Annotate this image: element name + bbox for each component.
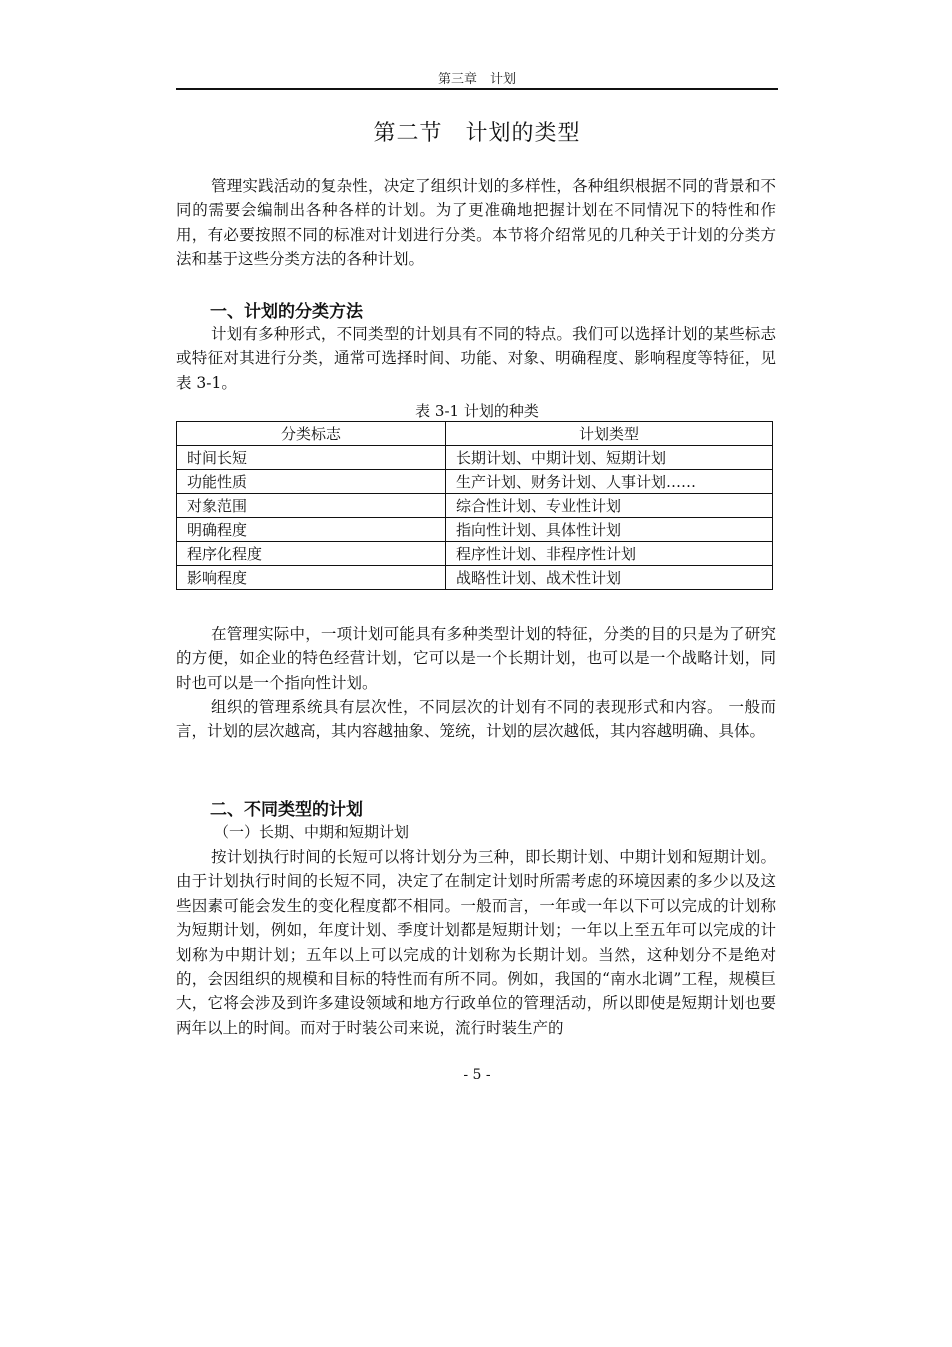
plan-types-table <box>176 421 773 590</box>
table-header-cell: 计划类型 <box>446 422 773 446</box>
table-row <box>177 518 773 542</box>
table-cell: 指向性计划、具体性计划 <box>446 518 773 542</box>
page-number: - 5 - <box>463 1067 491 1083</box>
table-cell: 影响程度 <box>177 566 446 590</box>
duration-paragraph: 按计划执行时间的长短可以将计划分为三种，即长期计划、中期计划和短期计划。由于计划执行时间的长短不同，决定了在制定计划时所需考虑的环境因素的多少以及这些因素可能会发生的变化程度都不相同。一般而言，一年或一年以下可以完成的计划称为短期计划，例如，年度计划、季度计划都是短期计划；一年以上至五年可以完成的计划称为中期计划；五年以上可以完成的计划称为长期计划。当然，这种划分不是绝对的，会因组织的规模和目标的特性而有所不同。例如，我国的“南水北调”工程，规模巨大，它将会涉及到许多建设领域和地方行政单位的管理活动，所以即使是短期计划也要两年以上的时间。而对于时装公司来说，流行时装生产的 <box>176 848 776 1037</box>
table-row <box>177 566 773 590</box>
classification-paragraph: 计划有多种形式，不同类型的计划具有不同的特点。我们可以选择计划的某些标志或特征对其进行分类，通常可选择时间、功能、对象、明确程度、影响程度等特征，见表 3-1。 <box>176 325 776 392</box>
running-header: 第三章 计划 <box>437 72 516 87</box>
heading-plan-types: 二、不同类型的计划 <box>210 800 363 820</box>
table-header-cell: 分类标志 <box>177 422 446 446</box>
heading-classification-methods: 一、计划的分类方法 <box>210 302 363 322</box>
section-title: 第二节 计划的类型 <box>373 121 581 146</box>
table-row <box>177 542 773 566</box>
table-cell: 对象范围 <box>177 494 446 518</box>
subheading-long-mid-short: （一）长期、中期和短期计划 <box>214 823 410 841</box>
table-cell: 明确程度 <box>177 518 446 542</box>
intro-paragraph: 管理实践活动的复杂性，决定了组织计划的多样性，各种组织根据不同的背景和不同的需要会编制出各种各样的计划。为了更准确地把握计划在不同情况下的特性和作用，有必要按照不同的标准对计划进行分类。本节将介绍常见的几种关于计划的分类方法和基于这些分类方法的各种计划。 <box>176 177 776 269</box>
table-cell: 综合性计划、专业性计划 <box>446 494 773 518</box>
header-rule <box>176 88 778 90</box>
table-cell: 生产计划、财务计划、人事计划…… <box>446 470 773 494</box>
table-caption: 表 3-1 计划的种类 <box>415 402 539 420</box>
table-cell: 长期计划、中期计划、短期计划 <box>446 446 773 470</box>
management-practice-paragraph: 在管理实际中，一项计划可能具有多种类型计划的特征，分类的目的只是为了研究的方便，如企业的特色经营计划，它可以是一个长期计划，也可以是一个战略计划，同时也可以是一个指向性计划。 <box>176 625 776 692</box>
hierarchy-paragraph: 组织的管理系统具有层次性，不同层次的计划有不同的表现形式和内容。 一般而言，计划的层次越高，其内容越抽象、笼统，计划的层次越低，其内容越明确、具体。 <box>176 698 776 741</box>
table-header-row <box>177 422 773 446</box>
table-cell: 时间长短 <box>177 446 446 470</box>
table-cell: 程序性计划、非程序性计划 <box>446 542 773 566</box>
table-cell: 战略性计划、战术性计划 <box>446 566 773 590</box>
table-row <box>177 470 773 494</box>
table-row <box>177 446 773 470</box>
table-cell: 功能性质 <box>177 470 446 494</box>
table-row <box>177 494 773 518</box>
table-cell: 程序化程度 <box>177 542 446 566</box>
